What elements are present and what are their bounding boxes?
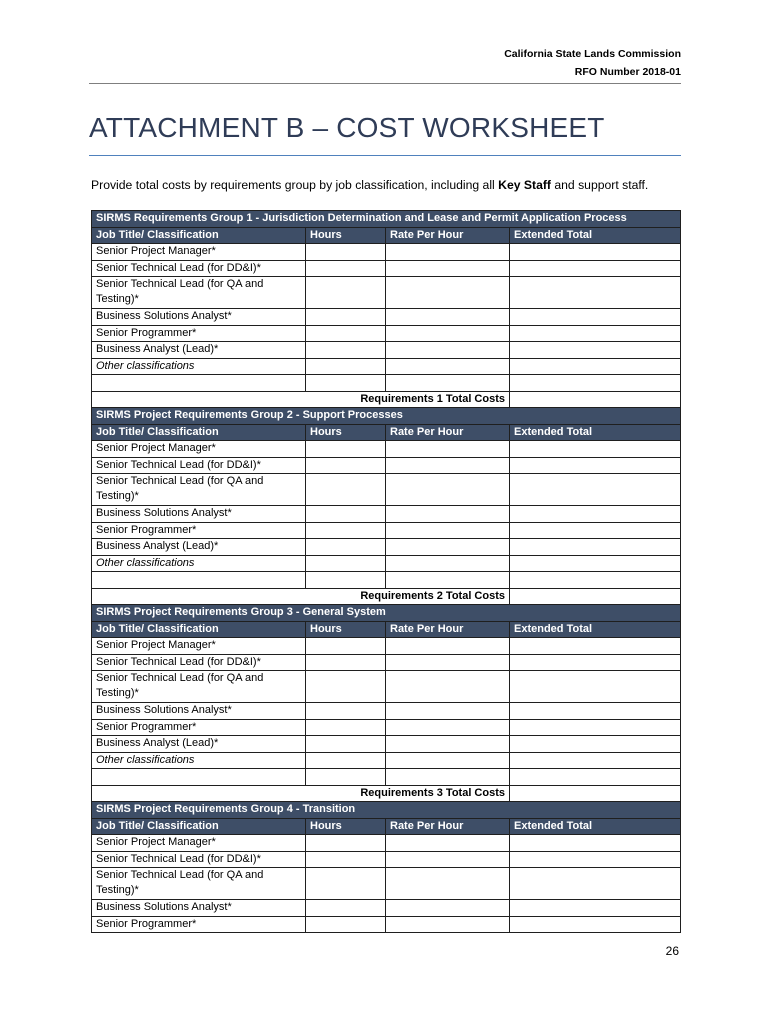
intro-text: Provide total costs by requirements group by job classification, including all [91, 178, 499, 192]
rate-cell[interactable] [386, 900, 510, 917]
table-row [92, 916, 681, 933]
rate-cell[interactable] [386, 457, 510, 474]
column-header: Extended Total [510, 818, 681, 835]
extended-total-cell[interactable] [510, 703, 681, 720]
hours-cell[interactable] [306, 835, 386, 852]
hours-cell[interactable] [306, 277, 386, 309]
page-number: 26 [665, 944, 679, 958]
hours-cell[interactable] [306, 506, 386, 523]
extended-total-cell[interactable] [510, 654, 681, 671]
total-cost-cell[interactable] [510, 391, 681, 408]
job-title-cell: Business Solutions Analyst* [92, 703, 306, 720]
table-row [92, 441, 681, 458]
hours-cell[interactable] [306, 572, 386, 589]
rate-cell[interactable] [386, 260, 510, 277]
extended-total-cell[interactable] [510, 736, 681, 753]
table-row [92, 736, 681, 753]
column-header: Extended Total [510, 621, 681, 638]
header-organization: California State Lands Commission [504, 48, 681, 60]
job-title-cell: Business Solutions Analyst* [92, 900, 306, 917]
total-row [92, 785, 681, 802]
table-row [92, 671, 681, 703]
cost-worksheet-table [91, 210, 681, 933]
rate-cell[interactable] [386, 736, 510, 753]
hours-cell[interactable] [306, 474, 386, 506]
hours-cell[interactable] [306, 900, 386, 917]
total-cost-cell[interactable] [510, 785, 681, 802]
column-header-row [92, 621, 681, 638]
job-title-cell: Senior Project Manager* [92, 638, 306, 655]
rate-cell[interactable] [386, 719, 510, 736]
hours-cell[interactable] [306, 260, 386, 277]
extended-total-cell[interactable] [510, 572, 681, 589]
hours-cell[interactable] [306, 868, 386, 900]
rate-cell[interactable] [386, 851, 510, 868]
group-title: SIRMS Requirements Group 1 - Jurisdiction Determination and Lease and Permit Application Process [92, 211, 681, 228]
hours-cell[interactable] [306, 638, 386, 655]
hours-cell[interactable] [306, 916, 386, 933]
rate-cell[interactable] [386, 539, 510, 556]
rate-cell[interactable] [386, 342, 510, 359]
job-title-cell: Business Analyst (Lead)* [92, 539, 306, 556]
table-row [92, 260, 681, 277]
column-header: Hours [306, 621, 386, 638]
job-title-cell: Senior Technical Lead (for DD&I)* [92, 851, 306, 868]
extended-total-cell[interactable] [510, 342, 681, 359]
hours-cell[interactable] [306, 719, 386, 736]
table-row [92, 506, 681, 523]
table-row [92, 835, 681, 852]
table-row [92, 244, 681, 261]
hours-cell[interactable] [306, 375, 386, 392]
extended-total-cell[interactable] [510, 260, 681, 277]
group-header-row [92, 802, 681, 819]
table-row [92, 719, 681, 736]
extended-total-cell[interactable] [510, 851, 681, 868]
rate-cell[interactable] [386, 555, 510, 572]
job-title-cell: Senior Technical Lead (for DD&I)* [92, 654, 306, 671]
total-label: Requirements 3 Total Costs [92, 785, 510, 802]
group-header-row [92, 211, 681, 228]
table-row [92, 769, 681, 786]
hours-cell[interactable] [306, 522, 386, 539]
rate-cell[interactable] [386, 868, 510, 900]
rate-cell[interactable] [386, 572, 510, 589]
extended-total-cell[interactable] [510, 671, 681, 703]
table-row [92, 900, 681, 917]
intro-paragraph [91, 178, 648, 192]
column-header: Rate Per Hour [386, 424, 510, 441]
extended-total-cell[interactable] [510, 244, 681, 261]
rate-cell[interactable] [386, 522, 510, 539]
extended-total-cell[interactable] [510, 719, 681, 736]
job-title-cell: Senior Technical Lead (for DD&I)* [92, 457, 306, 474]
column-header: Job Title/ Classification [92, 621, 306, 638]
table-row [92, 342, 681, 359]
job-title-cell: Senior Project Manager* [92, 835, 306, 852]
job-title-cell: Business Analyst (Lead)* [92, 342, 306, 359]
page-title: ATTACHMENT B – COST WORKSHEET [89, 112, 605, 143]
column-header: Job Title/ Classification [92, 227, 306, 244]
job-title-cell: Senior Project Manager* [92, 244, 306, 261]
table-row [92, 703, 681, 720]
total-label: Requirements 1 Total Costs [92, 391, 510, 408]
column-header-row [92, 424, 681, 441]
column-header-row [92, 818, 681, 835]
extended-total-cell[interactable] [510, 441, 681, 458]
column-header: Hours [306, 424, 386, 441]
group-title: SIRMS Project Requirements Group 2 - Support Processes [92, 408, 681, 425]
job-title-cell: Business Analyst (Lead)* [92, 736, 306, 753]
hours-cell[interactable] [306, 769, 386, 786]
job-title-cell: Other classifications [92, 752, 306, 769]
extended-total-cell[interactable] [510, 752, 681, 769]
rate-cell[interactable] [386, 703, 510, 720]
rate-cell[interactable] [386, 835, 510, 852]
column-header: Hours [306, 227, 386, 244]
rate-cell[interactable] [386, 244, 510, 261]
extended-total-cell[interactable] [510, 277, 681, 309]
job-title-cell [92, 769, 306, 786]
extended-total-cell[interactable] [510, 325, 681, 342]
table-row [92, 358, 681, 375]
extended-total-cell[interactable] [510, 900, 681, 917]
intro-text-end: and support staff. [550, 178, 649, 192]
table-row [92, 868, 681, 900]
extended-total-cell[interactable] [510, 638, 681, 655]
column-header: Rate Per Hour [386, 227, 510, 244]
group-title: SIRMS Project Requirements Group 4 - Transition [92, 802, 681, 819]
table-row [92, 309, 681, 326]
job-title-cell: Business Solutions Analyst* [92, 309, 306, 326]
extended-total-cell[interactable] [510, 835, 681, 852]
job-title-cell: Senior Project Manager* [92, 441, 306, 458]
table-row [92, 474, 681, 506]
hours-cell[interactable] [306, 752, 386, 769]
hours-cell[interactable] [306, 342, 386, 359]
rate-cell[interactable] [386, 769, 510, 786]
job-title-cell: Senior Technical Lead (for QA and Testing)* [92, 868, 306, 900]
column-header: Rate Per Hour [386, 818, 510, 835]
rate-cell[interactable] [386, 638, 510, 655]
table-row [92, 325, 681, 342]
total-row [92, 588, 681, 605]
table-row [92, 851, 681, 868]
hours-cell[interactable] [306, 539, 386, 556]
rate-cell[interactable] [386, 916, 510, 933]
group-header-row [92, 605, 681, 622]
extended-total-cell[interactable] [510, 539, 681, 556]
job-title-cell: Senior Technical Lead (for QA and Testing)* [92, 277, 306, 309]
rate-cell[interactable] [386, 358, 510, 375]
table-row [92, 457, 681, 474]
total-cost-cell[interactable] [510, 588, 681, 605]
column-header: Hours [306, 818, 386, 835]
job-title-cell: Senior Programmer* [92, 916, 306, 933]
table-row [92, 522, 681, 539]
table-row [92, 654, 681, 671]
group-title: SIRMS Project Requirements Group 3 - General System [92, 605, 681, 622]
rate-cell[interactable] [386, 752, 510, 769]
table-row [92, 555, 681, 572]
hours-cell[interactable] [306, 736, 386, 753]
rate-cell[interactable] [386, 654, 510, 671]
rate-cell[interactable] [386, 375, 510, 392]
job-title-cell: Senior Programmer* [92, 325, 306, 342]
job-title-cell: Senior Technical Lead (for QA and Testing)* [92, 474, 306, 506]
hours-cell[interactable] [306, 703, 386, 720]
job-title-cell: Business Solutions Analyst* [92, 506, 306, 523]
job-title-cell: Senior Programmer* [92, 719, 306, 736]
table-row [92, 375, 681, 392]
extended-total-cell[interactable] [510, 358, 681, 375]
total-row [92, 391, 681, 408]
rate-cell[interactable] [386, 309, 510, 326]
hours-cell[interactable] [306, 325, 386, 342]
header-rfo-number: RFO Number 2018-01 [574, 66, 681, 78]
hours-cell[interactable] [306, 671, 386, 703]
rate-cell[interactable] [386, 325, 510, 342]
rate-cell[interactable] [386, 474, 510, 506]
hours-cell[interactable] [306, 244, 386, 261]
extended-total-cell[interactable] [510, 769, 681, 786]
hours-cell[interactable] [306, 851, 386, 868]
header-divider [89, 83, 681, 84]
extended-total-cell[interactable] [510, 555, 681, 572]
table-row [92, 638, 681, 655]
hours-cell[interactable] [306, 457, 386, 474]
group-header-row [92, 408, 681, 425]
extended-total-cell[interactable] [510, 375, 681, 392]
table-row [92, 752, 681, 769]
job-title-cell: Senior Technical Lead (for DD&I)* [92, 260, 306, 277]
hours-cell[interactable] [306, 555, 386, 572]
rate-cell[interactable] [386, 506, 510, 523]
column-header: Rate Per Hour [386, 621, 510, 638]
hours-cell[interactable] [306, 654, 386, 671]
column-header: Job Title/ Classification [92, 424, 306, 441]
column-header: Extended Total [510, 424, 681, 441]
extended-total-cell[interactable] [510, 868, 681, 900]
column-header-row [92, 227, 681, 244]
table-row [92, 572, 681, 589]
hours-cell[interactable] [306, 441, 386, 458]
intro-key-staff: Key Staff [498, 178, 551, 192]
table-row [92, 539, 681, 556]
column-header: Job Title/ Classification [92, 818, 306, 835]
extended-total-cell[interactable] [510, 522, 681, 539]
job-title-cell: Other classifications [92, 358, 306, 375]
extended-total-cell[interactable] [510, 916, 681, 933]
title-divider [89, 155, 681, 156]
rate-cell[interactable] [386, 277, 510, 309]
job-title-cell [92, 375, 306, 392]
hours-cell[interactable] [306, 309, 386, 326]
hours-cell[interactable] [306, 358, 386, 375]
extended-total-cell[interactable] [510, 506, 681, 523]
job-title-cell: Other classifications [92, 555, 306, 572]
job-title-cell [92, 572, 306, 589]
total-label: Requirements 2 Total Costs [92, 588, 510, 605]
column-header: Extended Total [510, 227, 681, 244]
extended-total-cell[interactable] [510, 474, 681, 506]
rate-cell[interactable] [386, 441, 510, 458]
extended-total-cell[interactable] [510, 309, 681, 326]
extended-total-cell[interactable] [510, 457, 681, 474]
job-title-cell: Senior Technical Lead (for QA and Testing)* [92, 671, 306, 703]
table-row [92, 277, 681, 309]
rate-cell[interactable] [386, 671, 510, 703]
job-title-cell: Senior Programmer* [92, 522, 306, 539]
